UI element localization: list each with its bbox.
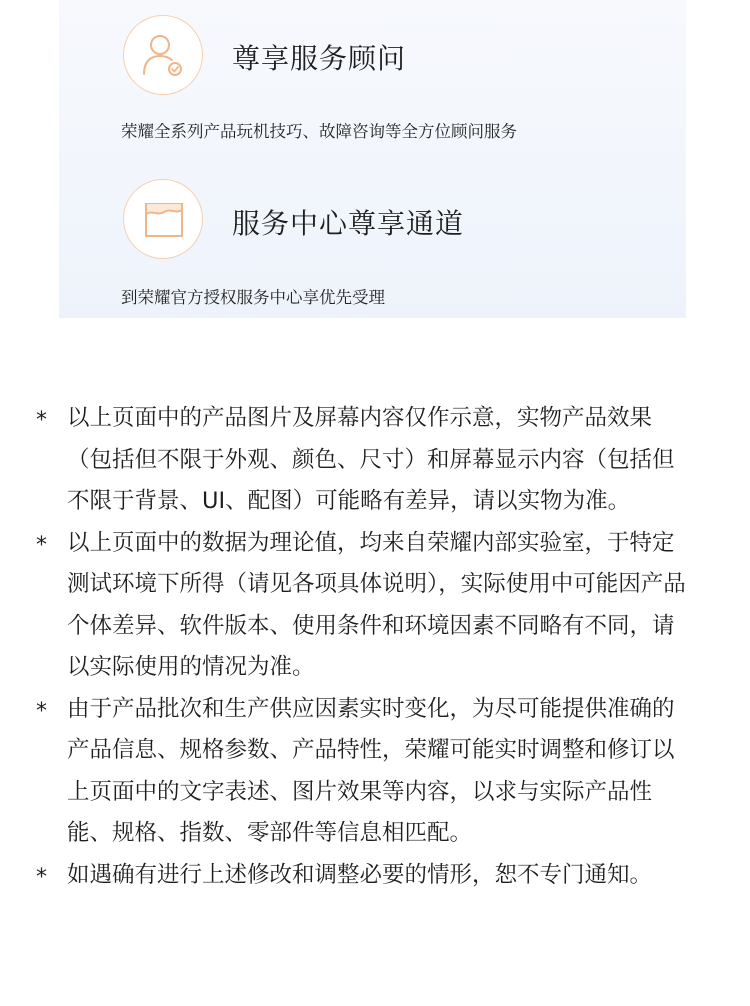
disclaimer-note [0, 398, 691, 523]
note-bullet: * [36, 408, 47, 433]
consultant-person-icon [123, 15, 203, 95]
note-bullet: * [36, 864, 47, 890]
service-title: 尊享服务顾问 [232, 42, 407, 75]
note-text: 以上页面中的产品图片及屏幕内容仅作示意，实物产品效果（包括但不限于外观、颜色、尺寸）和屏幕显示内容（包括但不限于背景、UI、配图）可能略有差异，请以实物为准。 [67, 405, 675, 514]
service-title: 服务中心尊享通道 [232, 207, 465, 240]
note-text: 由于产品批次和生产供应因素实时变化，为尽可能提供准确的产品信息、规格参数、产品特性，荣耀可能实时调整和修订以上页面中的文字表述、图片效果等内容，以求与实际产品性能、规格、指数、零部件等信息相匹配。 [67, 695, 675, 846]
disclaimer-note [0, 523, 691, 689]
note-text: 如遇确有进行上述修改和调整必要的情形，恕不专门通知。 [67, 861, 653, 888]
note-bullet: * [36, 532, 47, 558]
service-center-store-icon [123, 179, 203, 259]
note-text: 以上页面中的数据为理论值，均来自荣耀内部实验室，于特定测试环境下所得（请见各项具体说明），实际使用中可能因产品个体差异、软件版本、使用条件和环境因素不同略有不同，请以实际使用的情况为准。 [67, 529, 686, 680]
service-description: 荣耀全系列产品玩机技巧、故障咨询等全方位顾问服务 [121, 122, 517, 141]
disclaimer-note [0, 855, 691, 897]
disclaimer-note [0, 689, 691, 855]
note-bullet: * [36, 698, 47, 724]
service-description: 到荣耀官方授权服务中心享优先受理 [121, 288, 385, 307]
disclaimer-notes [0, 398, 750, 896]
service-panel [59, 0, 686, 318]
